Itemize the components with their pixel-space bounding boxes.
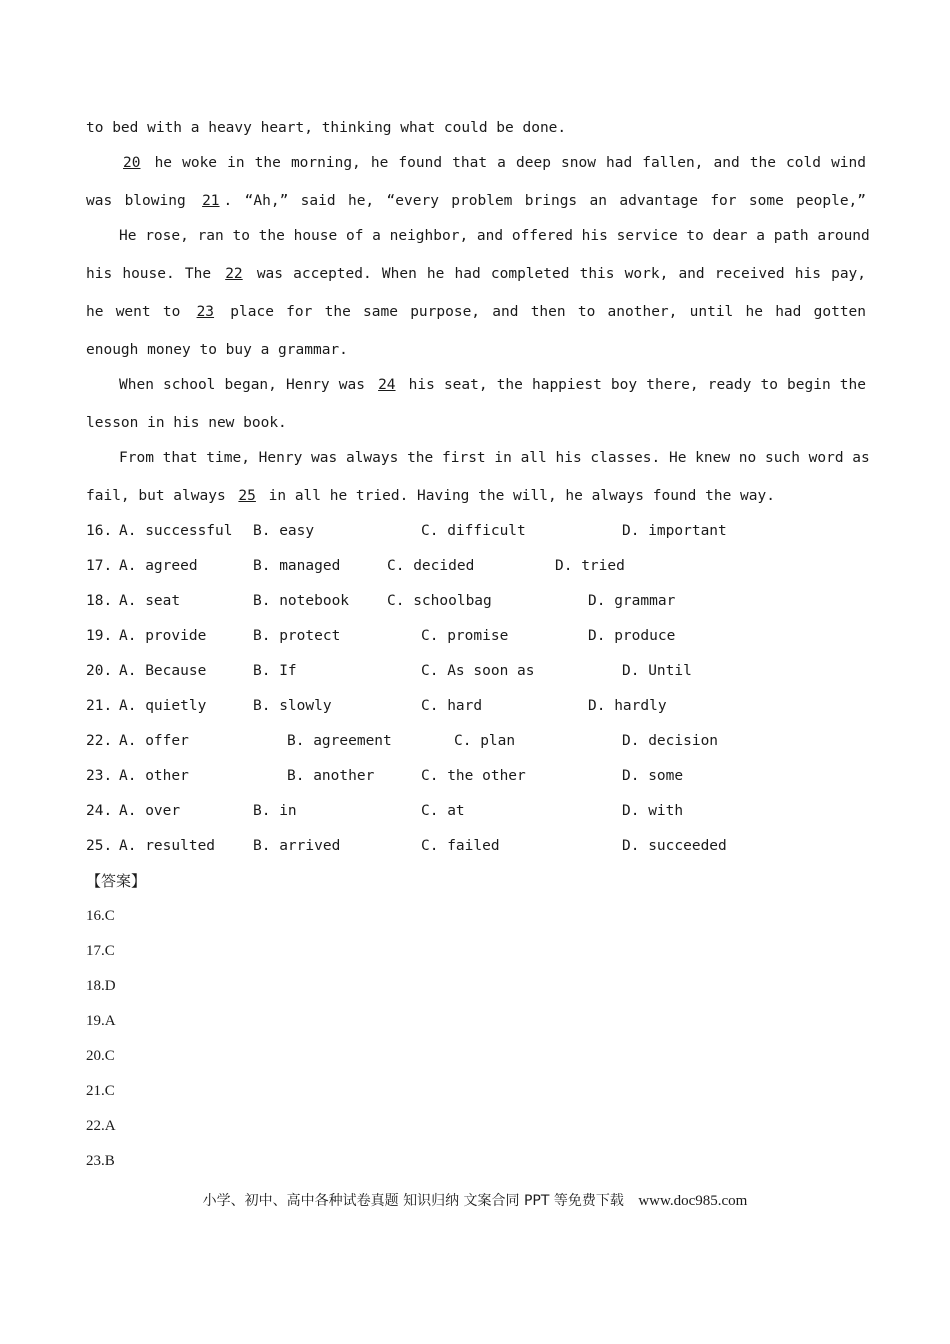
answer-item: 20.C [86,1048,115,1064]
question-number: 18. [86,593,113,609]
option-row [86,661,786,681]
option-c: C. As soon as [421,663,535,679]
passage-line: to bed with a heavy heart, thinking what could be done. [86,120,567,136]
footer-text: 小学、初中、高中各种试卷真题 知识归纳 文案合同 PPT 等免费下载 [202,1193,624,1209]
option-d: D. hardly [588,698,667,714]
option-a: A. resulted [119,838,216,854]
option-b: B. arrived [253,838,341,854]
option-row [86,696,786,716]
footer-url: www.doc985.com [638,1193,748,1209]
option-d: D. important [622,523,727,539]
passage-text: When school began, Henry was [119,377,365,393]
option-a: A. over [119,803,181,819]
answer-item: 18.D [86,978,116,994]
option-a: A. agreed [119,558,198,574]
option-d: D. produce [588,628,676,644]
passage-text: place for the same purpose, and then to another, until he had gotten [230,304,867,320]
option-a: A. provide [119,628,207,644]
option-d: D. some [622,768,684,784]
answer-item: 19.A [86,1013,116,1029]
passage-text: his house. The [86,266,212,282]
option-c: C. schoolbag [387,593,492,609]
passage-text: his seat, the happiest boy there, ready to begin the [408,377,866,393]
option-row [86,731,786,751]
option-b: B. agreement [287,733,392,749]
option-c: C. promise [421,628,509,644]
answer-item: 23.B [86,1153,115,1169]
answer-item: 21.C [86,1083,115,1099]
option-d: D. with [622,803,684,819]
option-c: C. failed [421,838,500,854]
option-b: B. in [253,803,297,819]
passage-text: he woke in the morning, he found that a deep snow had fallen, and the cold wind [154,155,866,171]
blank-22: 22 [225,266,243,282]
option-b: B. managed [253,558,341,574]
question-number: 16. [86,523,113,539]
option-c: C. plan [454,733,516,749]
question-number: 17. [86,558,113,574]
option-b: B. another [287,768,375,784]
question-number: 24. [86,803,113,819]
passage-line [86,191,866,211]
passage-line: From that time, Henry was always the first in all his classes. He knew no such word as [119,450,870,466]
option-d: D. grammar [588,593,676,609]
option-d: D. succeeded [622,838,727,854]
option-row [86,836,786,856]
blank-24: 24 [378,377,396,393]
option-d: D. tried [555,558,625,574]
option-b: B. easy [253,523,315,539]
option-row [86,521,786,541]
passage-text: in all he tried. Having the will, he always found the way. [268,488,775,504]
question-number: 23. [86,768,113,784]
option-row [86,801,786,821]
footer [0,1191,950,1211]
option-a: A. successful [119,523,233,539]
passage-text: was accepted. When he had completed this work, and received his pay, [256,266,867,282]
passage-line: He rose, ran to the house of a neighbor, and offered his service to dear a path around [119,228,870,244]
passage-line [119,153,866,173]
option-d: D. Until [622,663,692,679]
option-a: A. Because [119,663,207,679]
passage-text: was blowing [86,193,186,209]
option-a: A. other [119,768,189,784]
passage-line: lesson in his new book. [86,415,287,431]
question-number: 22. [86,733,113,749]
option-row [86,556,786,576]
passage-text: he went to [86,304,181,320]
question-number: 25. [86,838,113,854]
blank-21: 21 [202,193,220,209]
passage-text: fail, but always [86,488,226,504]
option-c: C. hard [421,698,483,714]
answer-item: 16.C [86,908,115,924]
option-d: D. decision [622,733,719,749]
option-b: B. protect [253,628,341,644]
answer-item: 22.A [86,1118,116,1134]
question-number: 20. [86,663,113,679]
question-number: 19. [86,628,113,644]
option-row [86,766,786,786]
option-b: B. slowly [253,698,332,714]
question-number: 21. [86,698,113,714]
answers-title: 【答案】 [86,872,147,890]
blank-25: 25 [238,488,256,504]
blank-20: 20 [123,155,141,171]
option-a: A. seat [119,593,181,609]
passage-text: . “Ah,” said he, “every problem brings an advantage for some people,” [223,193,867,209]
option-a: A. quietly [119,698,207,714]
option-row [86,591,786,611]
passage-line: enough money to buy a grammar. [86,342,348,358]
option-row [86,626,786,646]
passage-line [86,302,866,322]
option-b: B. notebook [253,593,350,609]
passage-line [119,375,866,395]
blank-23: 23 [196,304,215,320]
option-c: C. difficult [421,523,526,539]
option-c: C. decided [387,558,475,574]
option-a: A. offer [119,733,189,749]
option-c: C. the other [421,768,526,784]
option-c: C. at [421,803,465,819]
passage-line [86,264,866,284]
passage-line [86,486,866,506]
option-b: B. If [253,663,297,679]
answer-item: 17.C [86,943,115,959]
